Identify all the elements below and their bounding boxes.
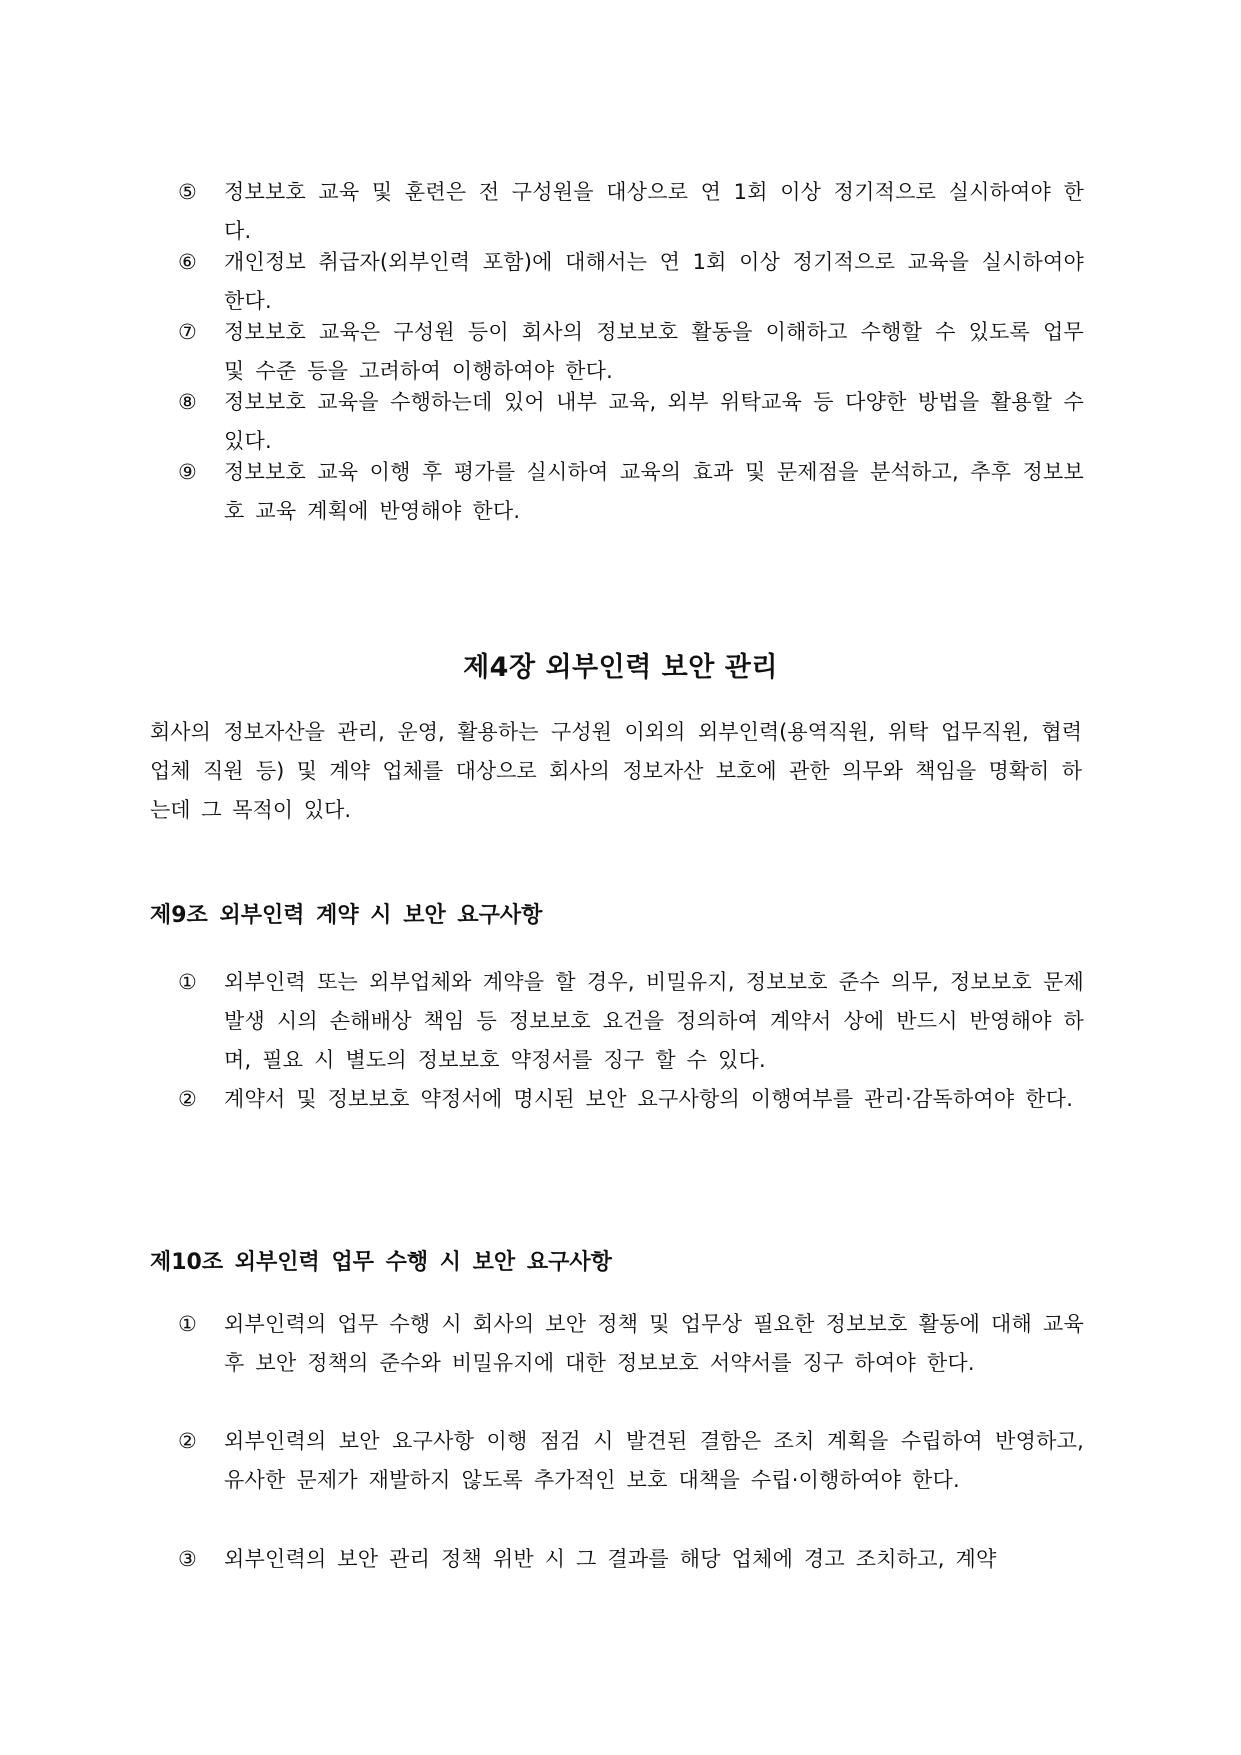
- list-item: [178, 1422, 1084, 1500]
- item-text: 정보보호 교육 및 훈련은 전 구성원을 대상으로 연 1회 이상 정기적으로 실시하여야 한다.: [224, 180, 1084, 243]
- item-text: 외부인력의 보안 요구사항 이행 점검 시 발견된 결함은 조치 계획을 수립하여 반영하고, 유사한 문제가 재발하지 않도록 추가적인 보호 대책을 수립·이행하여야 한다.: [224, 1429, 1084, 1492]
- list-item: [178, 313, 1084, 391]
- item-number: ⑦: [178, 320, 197, 344]
- list-item: [178, 1305, 1084, 1383]
- item-number: ⑨: [178, 460, 197, 484]
- list-item: [178, 173, 1084, 251]
- item-number: ①: [178, 1312, 197, 1336]
- chapter-intro: 회사의 정보자산을 관리, 운영, 활용하는 구성원 이외의 외부인력(용역직원, 위탁 업무직원, 협력 업체 직원 등) 및 계약 업체를 대상으로 회사의 정보자산 보호에 관한 의무와 책임을 명확히 하 는데 그 목적이 있다.: [150, 720, 1082, 822]
- chapter-title: 제4장 외부인력 보안 관리: [463, 652, 778, 683]
- list-item: [178, 383, 1084, 461]
- item-text: 정보보호 교육을 수행하는데 있어 내부 교육, 외부 위탁교육 등 다양한 방법을 활용할 수 있다.: [224, 390, 1084, 453]
- article-title: 제9조 외부인력 계약 시 보안 요구사항: [150, 903, 543, 928]
- item-text: 개인정보 취급자(외부인력 포함)에 대해서는 연 1회 이상 정기적으로 교육을 실시하여야 한다.: [224, 250, 1084, 313]
- item-text: 외부인력 또는 외부업체와 계약을 할 경우, 비밀유지, 정보보호 준수 의무, 정보보호 문제 발생 시의 손해배상 책임 등 정보보호 요건을 정의하여 계약서 상에 반드시 반영해야 하며, 필요 시 별도의 정보보호 약정서를 징구 할 수 있다.: [224, 970, 1084, 1072]
- item-text: 외부인력의 보안 관리 정책 위반 시 그 결과를 해당 업체에 경고 조치하고, 계약: [224, 1547, 997, 1571]
- item-number: ①: [178, 970, 197, 994]
- article-title: 제10조 외부인력 업무 수행 시 보안 요구사항: [150, 1250, 612, 1275]
- list-item: [178, 963, 1084, 1080]
- list-item: [178, 1540, 1084, 1579]
- item-number: ②: [178, 1087, 197, 1111]
- item-text: 정보보호 교육 이행 후 평가를 실시하여 교육의 효과 및 문제점을 분석하고, 추후 정보보호 교육 계획에 반영해야 한다.: [224, 460, 1084, 523]
- item-text: 외부인력의 업무 수행 시 회사의 보안 정책 및 업무상 필요한 정보보호 활동에 대해 교육 후 보안 정책의 준수와 비밀유지에 대한 정보보호 서약서를 징구 하여야 한다.: [224, 1312, 1084, 1375]
- item-number: ⑤: [178, 180, 197, 204]
- list-item: [178, 1080, 1084, 1119]
- item-number: ⑥: [178, 250, 197, 274]
- list-item: [178, 243, 1084, 321]
- item-text: 계약서 및 정보보호 약정서에 명시된 보안 요구사항의 이행여부를 관리·감독하여야 한다.: [224, 1087, 1074, 1111]
- item-number: ②: [178, 1429, 197, 1453]
- item-number: ③: [178, 1547, 197, 1571]
- item-number: ⑧: [178, 390, 197, 414]
- list-item: [178, 453, 1084, 531]
- item-text: 정보보호 교육은 구성원 등이 회사의 정보보호 활동을 이해하고 수행할 수 있도록 업무 및 수준 등을 고려하여 이행하여야 한다.: [224, 320, 1084, 383]
